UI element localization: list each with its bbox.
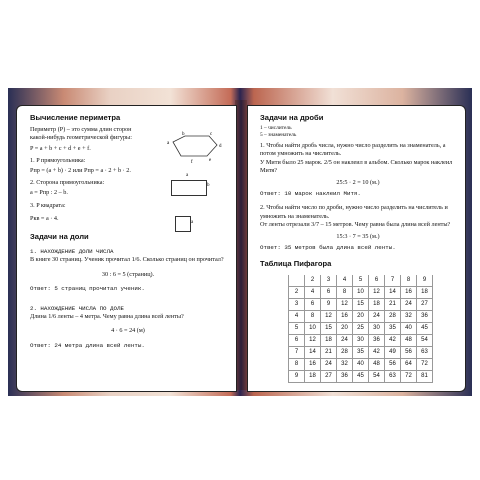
table-cell: 28 xyxy=(385,310,401,322)
label-a: a xyxy=(167,141,170,146)
table-cell: 63 xyxy=(385,370,401,382)
table-cell: 4 xyxy=(337,275,353,287)
table-cell: 2 xyxy=(305,275,321,287)
rect-heading: 1. P прямоугольника: xyxy=(30,156,86,164)
table-cell: 30 xyxy=(353,334,369,346)
table-cell: 12 xyxy=(369,286,385,298)
table-cell: 25 xyxy=(353,322,369,334)
square-formula: Pкв = a · 4. xyxy=(30,214,59,222)
perimeter-intro: Периметр (P) – это сумма длин сторон какой-нибудь геометрической фигуры: xyxy=(30,126,132,142)
table-cell: 35 xyxy=(353,346,369,358)
table-cell: 5 xyxy=(353,275,369,287)
rect-label-b: b xyxy=(207,183,210,188)
rectangle-figure xyxy=(171,180,207,196)
square-label-a: a xyxy=(191,220,194,225)
table-cell: 16 xyxy=(337,310,353,322)
table-cell: 72 xyxy=(401,370,417,382)
table-row xyxy=(289,334,433,346)
part2-answer: Ответ: 24 метра длина всей ленты. xyxy=(30,341,145,349)
part2-heading: 2. НАХОЖДЕНИЕ ЧИСЛА ПО ДОЛЕ xyxy=(30,305,124,313)
part1-heading: 1. НАХОЖДЕНИЕ ДОЛИ ЧИСЛА xyxy=(30,248,114,256)
table-cell: 24 xyxy=(337,334,353,346)
label-d: d xyxy=(219,144,222,149)
part1-text: В книге 30 страниц. Ученик прочитал 1/6. Сколько страниц он прочитал? xyxy=(30,256,224,264)
denominator-label: 5 – знаменатель xyxy=(260,132,297,139)
table-row xyxy=(289,370,433,382)
task1-text: 1. Чтобы найти дробь числа, нужно число разделить на знаменатель, а потом умножить на числитель. xyxy=(260,142,446,158)
table-cell: 15 xyxy=(353,298,369,310)
table-cell: 16 xyxy=(401,286,417,298)
table-cell: 56 xyxy=(401,346,417,358)
table-cell: 12 xyxy=(305,334,321,346)
table-cell: 4 xyxy=(289,310,305,322)
table-cell: 48 xyxy=(369,358,385,370)
table-cell: 18 xyxy=(369,298,385,310)
rect-formula: Pпр = (a + b) · 2 или Pпр = a · 2 + b · 2. xyxy=(30,167,131,175)
part2-text: Длина 1/6 ленты – 4 метра. Чему равна длина всей ленты? xyxy=(30,313,184,321)
formula-general: P = a + b + c + d + e + f. xyxy=(30,144,91,152)
table-cell: 6 xyxy=(289,334,305,346)
table-cell: 14 xyxy=(305,346,321,358)
side-heading: 2. Сторона прямоугольника: xyxy=(30,179,105,187)
left-page xyxy=(16,105,237,392)
table-row xyxy=(289,310,433,322)
table-cell: 81 xyxy=(417,370,433,382)
table-row xyxy=(289,286,433,298)
table-cell: 9 xyxy=(321,298,337,310)
table-cell: 40 xyxy=(353,358,369,370)
table-row xyxy=(289,298,433,310)
table-cell: 42 xyxy=(385,334,401,346)
task1-answer: Ответ: 10 марок наклеил Митя. xyxy=(260,190,361,198)
table-cell: 48 xyxy=(401,334,417,346)
table-cell: 4 xyxy=(305,286,321,298)
table-cell: 28 xyxy=(337,346,353,358)
table-cell: 8 xyxy=(337,286,353,298)
part1-answer: Ответ: 5 страниц прочитал ученик. xyxy=(30,284,145,292)
table-cell: 9 xyxy=(417,275,433,287)
table-cell: 20 xyxy=(337,322,353,334)
fractions-title: Задачи на доли xyxy=(30,232,89,242)
table-cell: 16 xyxy=(305,358,321,370)
task2-answer: Ответ: 35 метров была длина всей ленты. xyxy=(260,244,396,252)
table-cell: 8 xyxy=(305,310,321,322)
right-page xyxy=(247,105,466,392)
numerator-label: 1 – числитель xyxy=(260,125,292,132)
table-cell: 32 xyxy=(401,310,417,322)
table-row xyxy=(289,322,433,334)
table-cell: 12 xyxy=(337,298,353,310)
table-cell: 35 xyxy=(385,322,401,334)
table-cell: 24 xyxy=(401,298,417,310)
table-cell: 8 xyxy=(401,275,417,287)
table-cell: 2 xyxy=(289,286,305,298)
table-cell: 21 xyxy=(385,298,401,310)
table-cell: 40 xyxy=(401,322,417,334)
square-figure xyxy=(175,216,194,232)
label-b: b xyxy=(182,132,185,137)
task2-text: 2. Чтобы найти число по дроби, нужно число разделить на числитель и умножить на знаменатель. xyxy=(260,204,448,220)
part2-calc: 4 · 6 = 24 (м) xyxy=(111,327,145,335)
task1-calc: 25:5 · 2 = 10 (м.) xyxy=(336,179,380,187)
table-cell: 30 xyxy=(369,322,385,334)
table-cell: 3 xyxy=(321,275,337,287)
table-cell: 54 xyxy=(417,334,433,346)
pythagoras-table xyxy=(288,275,433,383)
table-row xyxy=(289,346,433,358)
square-heading: 3. P квадрата: xyxy=(30,201,66,209)
table-cell: 12 xyxy=(321,310,337,322)
task2-calc: 15:3 · 7 = 35 (м.) xyxy=(336,233,380,241)
pythagoras-title: Таблица Пифагора xyxy=(260,259,332,269)
table-cell: 14 xyxy=(385,286,401,298)
table-cell: 27 xyxy=(321,370,337,382)
table-cell: 45 xyxy=(417,322,433,334)
table-row xyxy=(289,358,433,370)
table-cell: 10 xyxy=(305,322,321,334)
table-cell: 32 xyxy=(337,358,353,370)
table-cell: 6 xyxy=(369,275,385,287)
table-cell: 18 xyxy=(321,334,337,346)
table-cell: 7 xyxy=(385,275,401,287)
table-cell: 64 xyxy=(401,358,417,370)
task1-problem: У Мити было 25 марок. 2/5 он наклеил в альбом. Сколько марок наклеил Митя? xyxy=(260,158,453,174)
table-cell: 24 xyxy=(369,310,385,322)
table-cell: 3 xyxy=(289,298,305,310)
table-cell: 18 xyxy=(305,370,321,382)
table-cell: 54 xyxy=(369,370,385,382)
hexagon-figure xyxy=(165,130,225,164)
table-cell: 21 xyxy=(321,346,337,358)
table-cell: 9 xyxy=(289,370,305,382)
part1-calc: 30 : 6 = 5 (страниц). xyxy=(101,270,155,278)
table-cell: 72 xyxy=(417,358,433,370)
table-cell: 18 xyxy=(417,286,433,298)
label-c: c xyxy=(210,132,213,137)
table-cell: 15 xyxy=(321,322,337,334)
table-cell: 45 xyxy=(353,370,369,382)
table-cell: 5 xyxy=(289,322,305,334)
table-cell: 6 xyxy=(305,298,321,310)
side-formula: a = Pпр : 2 – b. xyxy=(30,189,68,197)
table-cell: 56 xyxy=(385,358,401,370)
table-cell: 6 xyxy=(321,286,337,298)
task2-problem: От ленты отрезали 3/7 – 15 метров. Чему равна была длина всей ленты? xyxy=(260,220,451,228)
table-cell: 27 xyxy=(417,298,433,310)
table-cell: 36 xyxy=(337,370,353,382)
rect-label-a: a xyxy=(186,173,189,178)
table-cell: 36 xyxy=(369,334,385,346)
right-content xyxy=(260,114,456,383)
perimeter-title: Вычисление периметра xyxy=(30,113,121,122)
table-cell: 8 xyxy=(289,358,305,370)
table-cell: 36 xyxy=(417,310,433,322)
table-row xyxy=(289,275,433,287)
table-cell: 24 xyxy=(321,358,337,370)
table-cell: 49 xyxy=(385,346,401,358)
label-e: e xyxy=(209,158,212,163)
table-cell: 63 xyxy=(417,346,433,358)
table-cell: 42 xyxy=(369,346,385,358)
fractions-problems-title: Задачи на дроби xyxy=(260,113,324,122)
table-cell: 20 xyxy=(353,310,369,322)
table-cell: 10 xyxy=(353,286,369,298)
table-cell: 7 xyxy=(289,346,305,358)
table-cell xyxy=(289,275,305,287)
label-f: f xyxy=(191,160,193,164)
